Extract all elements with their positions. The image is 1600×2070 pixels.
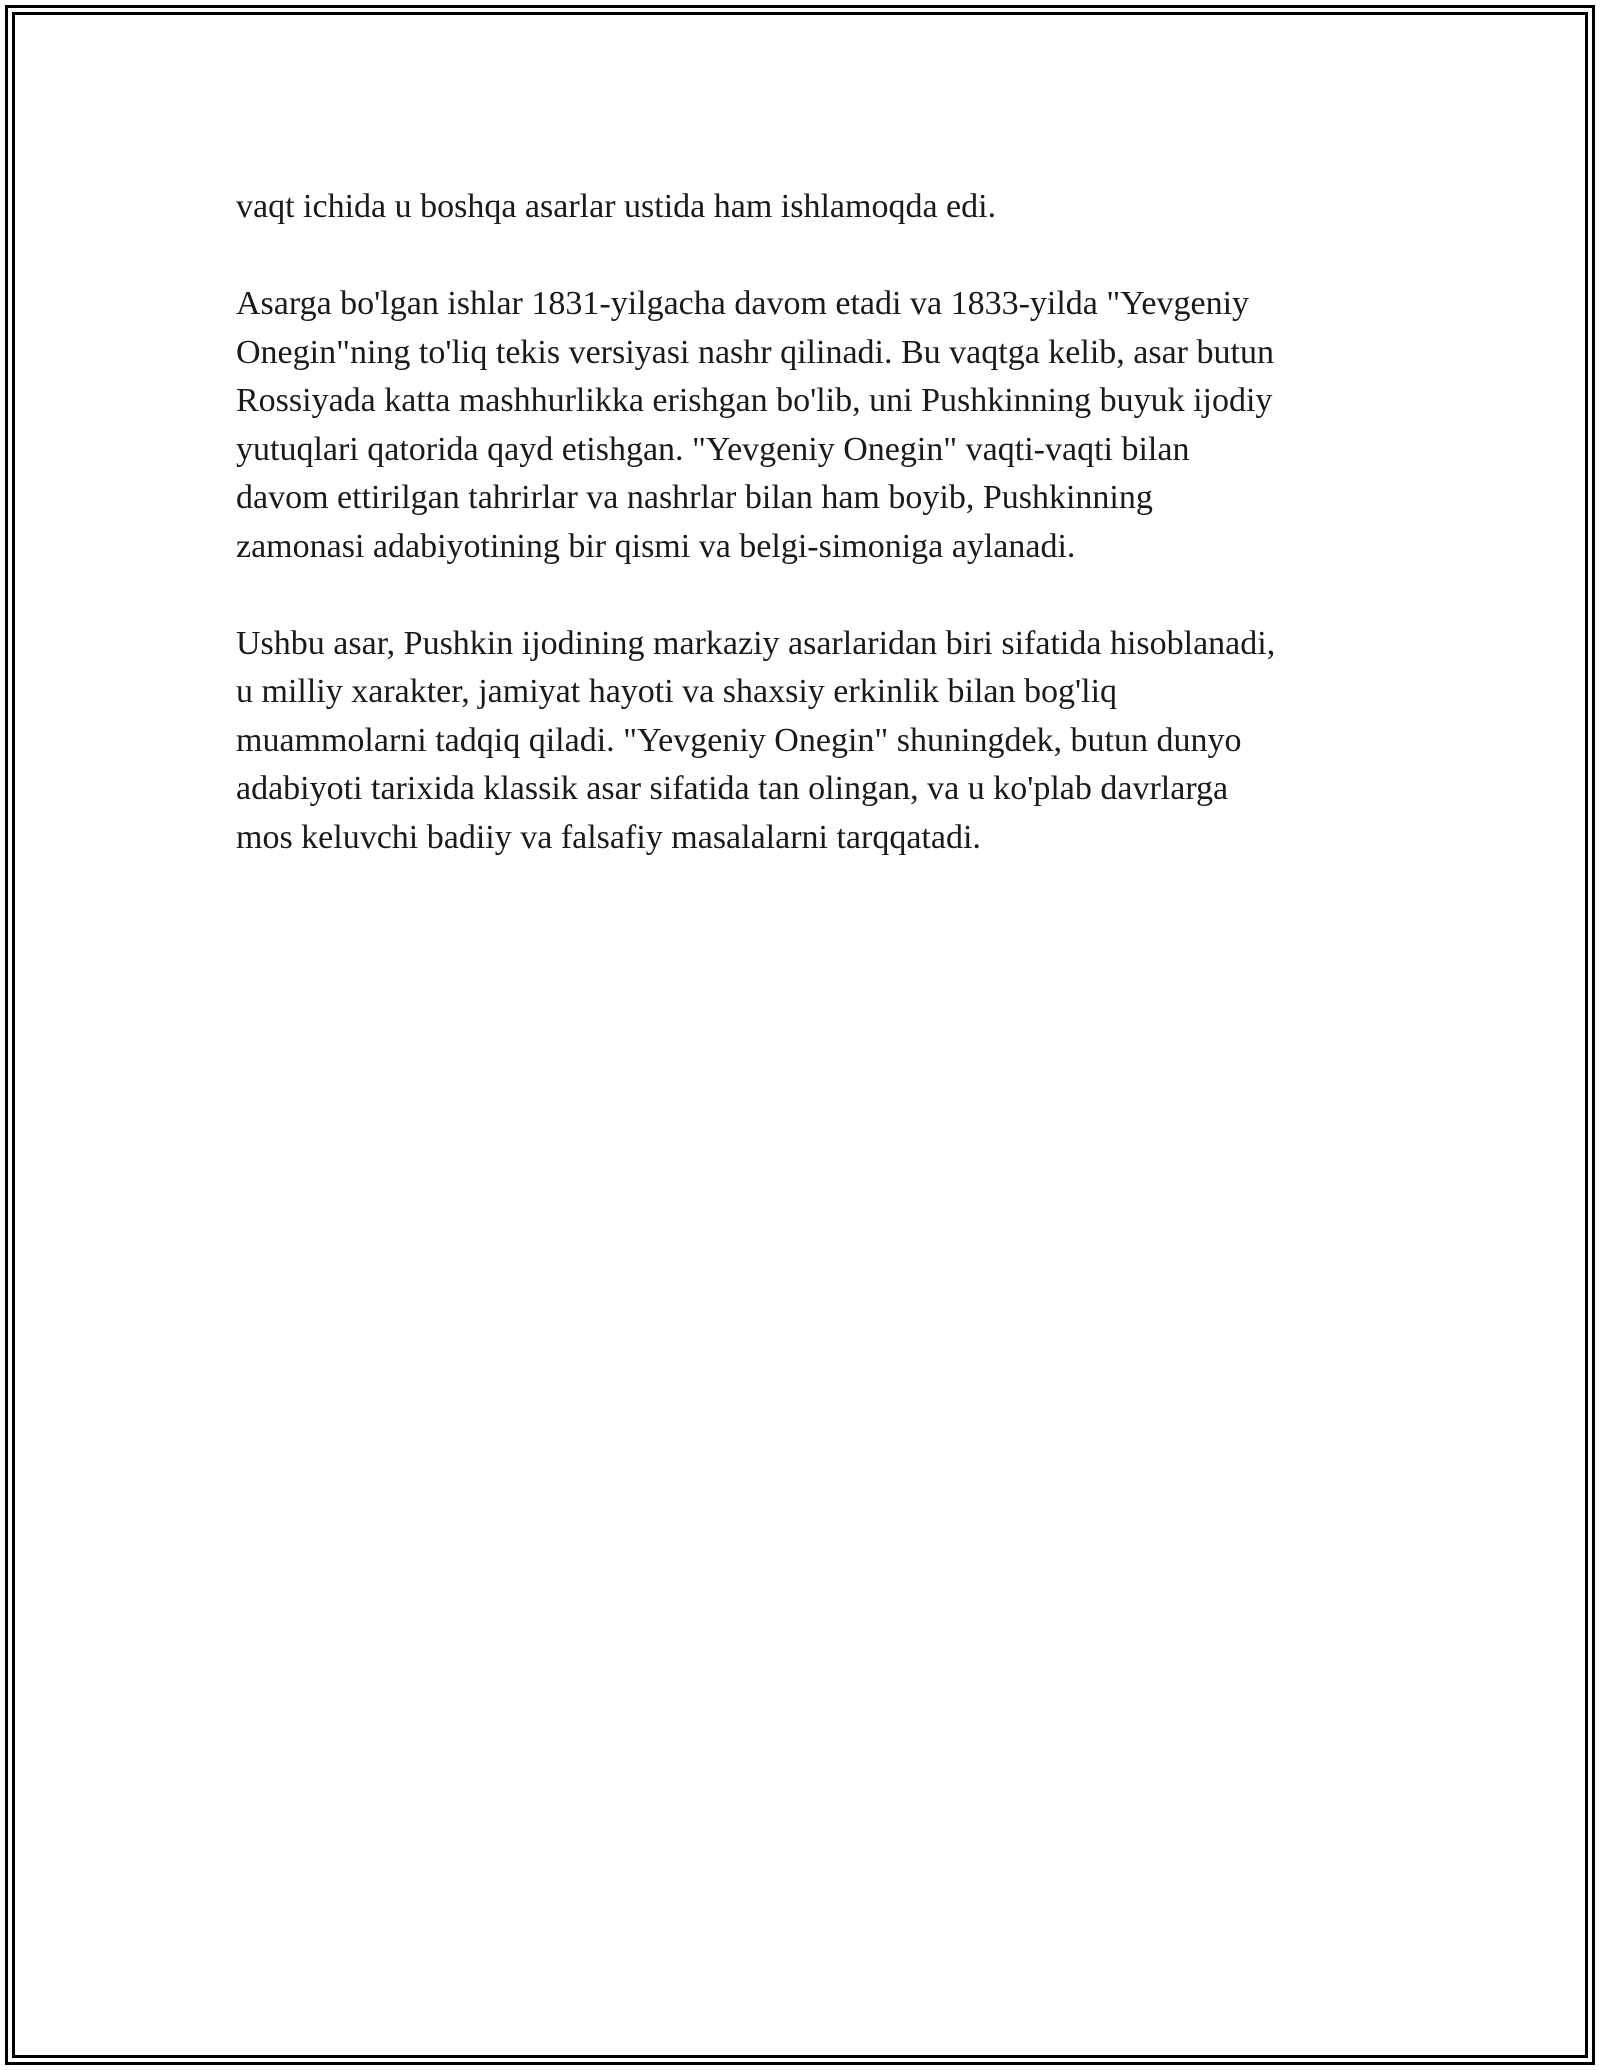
paragraph-3: Ushbu asar, Pushkin ijodining markaziy asarlaridan biri sifatida hisoblanadi, u milliy xarakter, jamiyat hayoti va shaxsiy erkinlik bilan bog'liq muammolarni tadqiq qiladi. "Yevgeniy Onegin" shuningdek, butun dunyo adabiyoti tarixida klassik asar sifatida tan olingan, va u ko'plab davrlarga mos keluvchi badiiy va falsafiy masalalarni tarqqatadi. [236, 624, 1276, 856]
paragraph-1: vaqt ichida u boshqa asarlar ustida ham ishlamoqda edi. [236, 188, 997, 225]
document-body [236, 183, 1386, 911]
paragraph-2: Asarga bo'lgan ishlar 1831-yilgacha davom etadi va 1833-yilda "Yevgeniy Onegin"ning to'liq tekis versiyasi nashr qilinadi. Bu vaqtga kelib, asar butun Rossiyada katta mashhurlikka erishgan bo'lib, uni Pushkinning buyuk ijodiy yutuqlari qatorida qayd etishgan. "Yevgeniy Onegin" vaqti-vaqti bilan davom ettirilgan tahrirlar va nashrlar bilan ham boyib, Pushkinning zamonasi adabiyotining bir qismi va belgi-simoniga aylanadi. [236, 285, 1274, 565]
